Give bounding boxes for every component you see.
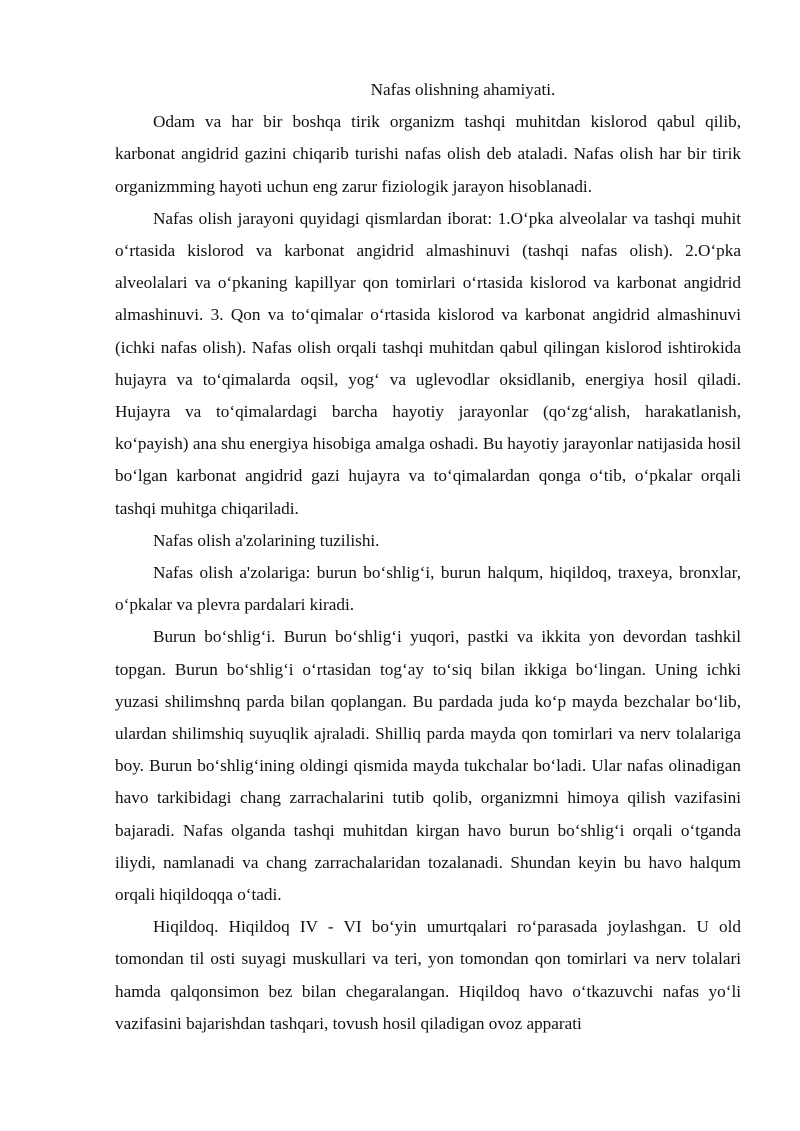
paragraph-definition: Odam va har bir boshqa tirik organizm tashqi muhitdan kislorod qabul qilib, karbonat angidrid gazini chiqarib turishi nafas olish deb ataladi. Nafas olish har bir tirik organizmming hayoti uchun eng zarur fiziologik jarayon hisoblanadi. bbox=[115, 112, 741, 196]
section-heading-structure: Nafas olish a'zolarining tuzilishi. bbox=[153, 530, 380, 550]
paragraph-nasal-cavity: Burun bo‘shlig‘i. Burun bo‘shlig‘i yuqori, pastki va ikkita yon devordan tashkil topgan. Burun bo‘shlig‘i o‘rtasidan tog‘ay to‘siq bilan ikkiga bo‘lingan. Uning ichki yuzasi shilimshnq parda bilan qoplangan. Bu pardada juda ko‘p mayda bezchalar bo‘lib, ulardan shilimshiq suyuqlik ajraladi. Shilliq parda mayda qon tomirlari va nerv tolalariga boy. Burun bo‘shlig‘ining oldingi qismida mayda tukchalar bo‘ladi. Ular nafas olinadigan havo tarkibidagi chang zarrachalarini tutib qolib, organizmni himoya qilish vazifasini bajaradi. Nafas olganda tashqi muhitdan kirgan havo burun bo‘shlig‘i orqali o‘tganda iliydi, namlanadi va chang zarrachalaridan tozalanadi. Shundan keyin bu havo halqum orqali hiqildoqqa o‘tadi. bbox=[115, 627, 741, 905]
document-page bbox=[115, 74, 741, 1040]
paragraph-respiratory-organs: Nafas olish a'zolariga: burun bo‘shlig‘i, burun halqum, hiqildoq, traxeya, bronxlar, o‘pkalar va plevra pardalari kiradi. bbox=[115, 563, 741, 615]
paragraph-larynx: Hiqildoq. Hiqildoq IV - VI bo‘yin umurtqalari ro‘parasada joylashgan. U old tomondan til osti suyagi muskullari va teri, yon tomondan qon tomirlari va nerv tolalari hamda qalqonsimon bez bilan chegaralangan. Hiqildoq havo o‘tkazuvchi nafas yo‘li vazifasini bajarishdan tashqari, tovush hosil qiladigan ovoz apparati bbox=[115, 917, 741, 1033]
paragraph-breathing-process: Nafas olish jarayoni quyidagi qismlardan iborat: 1.O‘pka alveolalar va tashqi muhit o‘rtasida kislorod va karbonat angidrid almashinuvi (tashqi nafas olish). 2.O‘pka alveolalari va o‘pkaning kapillyar qon tomirlari o‘rtasida kislorod va karbonat angidrid almashinuvi. 3. Qon va to‘qimalar o‘rtasida kislorod va karbonat angidrid almashinuvi (ichki nafas olish). Nafas olish orqali tashqi muhitdan qabul qilingan kislorod ishtirokida hujayra va to‘qimalarda oqsil, yog‘ va uglevodlar oksidlanib, energiya hosil qiladi. Hujayra va to‘qimalardagi barcha hayotiy jarayonlar (qo‘zg‘alish, harakatlanish, ko‘payish) ana shu energiya hisobiga amalga oshadi. Bu hayotiy jarayonlar natijasida hosil bo‘lgan karbonat angidrid gazi hujayra va to‘qimalardan qonga o‘tib, o‘pkalar orqali tashqi muhitga chiqariladi. bbox=[115, 208, 741, 518]
page-title: Nafas olishning ahamiyati. bbox=[370, 80, 556, 99]
